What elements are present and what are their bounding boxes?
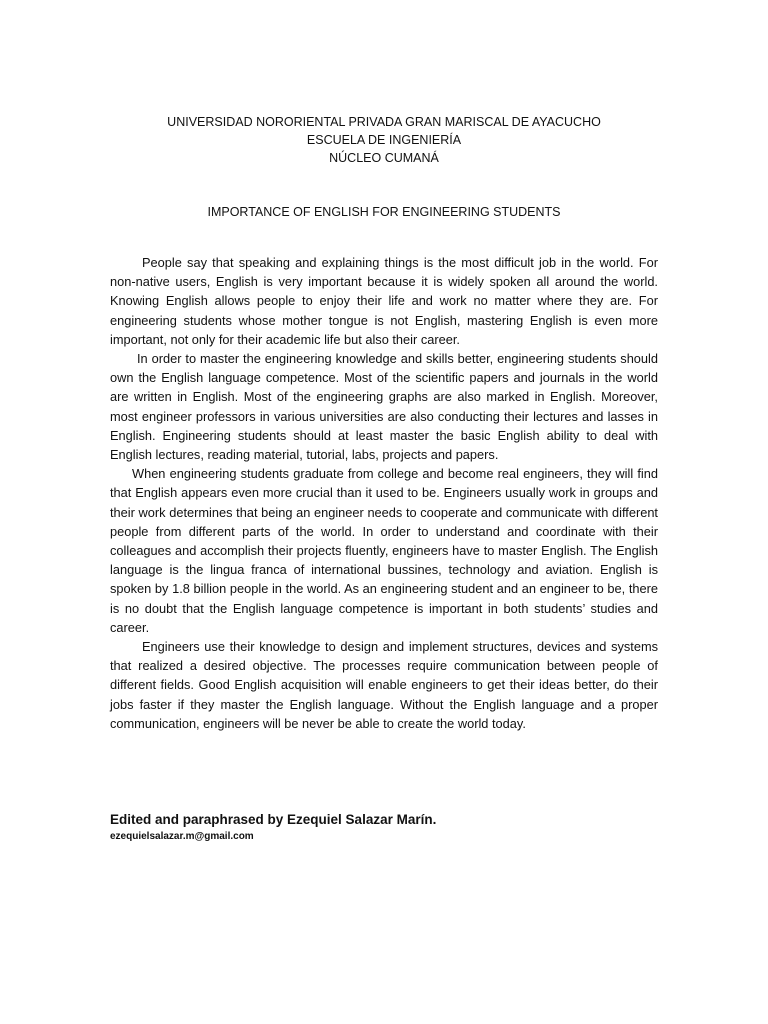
author-signature: Edited and paraphrased by Ezequiel Salazar Marín. xyxy=(110,812,437,827)
document-body xyxy=(110,253,658,733)
institution-header xyxy=(110,113,658,167)
university-name: UNIVERSIDAD NORORIENTAL PRIVADA GRAN MARISCAL DE AYACUCHO xyxy=(167,115,601,129)
paragraph-4: Engineers use their knowledge to design and implement structures, devices and systems that realized a desired objective. The processes require communication between people of different fields. Good English acquisition will enable engineers to get their ideas better, do their jobs faster if they master the English language. Without the English language and a proper communication, engineers will be never be able to create the world today. xyxy=(110,639,658,731)
author-email: ezequielsalazar.m@gmail.com xyxy=(110,831,254,842)
paragraph-3: When engineering students graduate from college and become real engineers, they will find that English appears even more crucial than it used to be. Engineers usually work in groups and their work determines that being an engineer needs to cooperate and communicate with different people from different parts of the world. In order to understand and coordinate with their colleagues and accomplish their projects fluently, engineers have to master English. The English language is the lingua franca of international bussines, technology and aviation. English is spoken by 1.8 billion people in the world. As an engineering student and an engineer to be, there is no doubt that the English language competence is important in both students’ studies and career. xyxy=(110,466,658,635)
document-title: IMPORTANCE OF ENGLISH FOR ENGINEERING STUDENTS xyxy=(207,205,561,219)
campus-name: NÚCLEO CUMANÁ xyxy=(329,151,439,165)
school-name: ESCUELA DE INGENIERÍA xyxy=(306,133,462,147)
paragraph-1: People say that speaking and explaining things is the most difficult job in the world. For non-native users, English is very important because it is widely spoken all around the world. Knowing English allows people to enjoy their life and work no matter where they are. For engineering students whose mother tongue is not English, mastering English is even more important, not only for their academic life but also their career. xyxy=(110,255,658,347)
paragraph-2: In order to master the engineering knowledge and skills better, engineering students should own the English language competence. Most of the scientific papers and journals in the world are written in English. Most of the engineering graphs are also marked in English. Moreover, most engineer professors in various universities are also conducting their lectures and lasses in English. Engineering students should at least master the basic English ability to deal with English lectures, reading material, tutorial, labs, projects and papers. xyxy=(110,351,658,463)
